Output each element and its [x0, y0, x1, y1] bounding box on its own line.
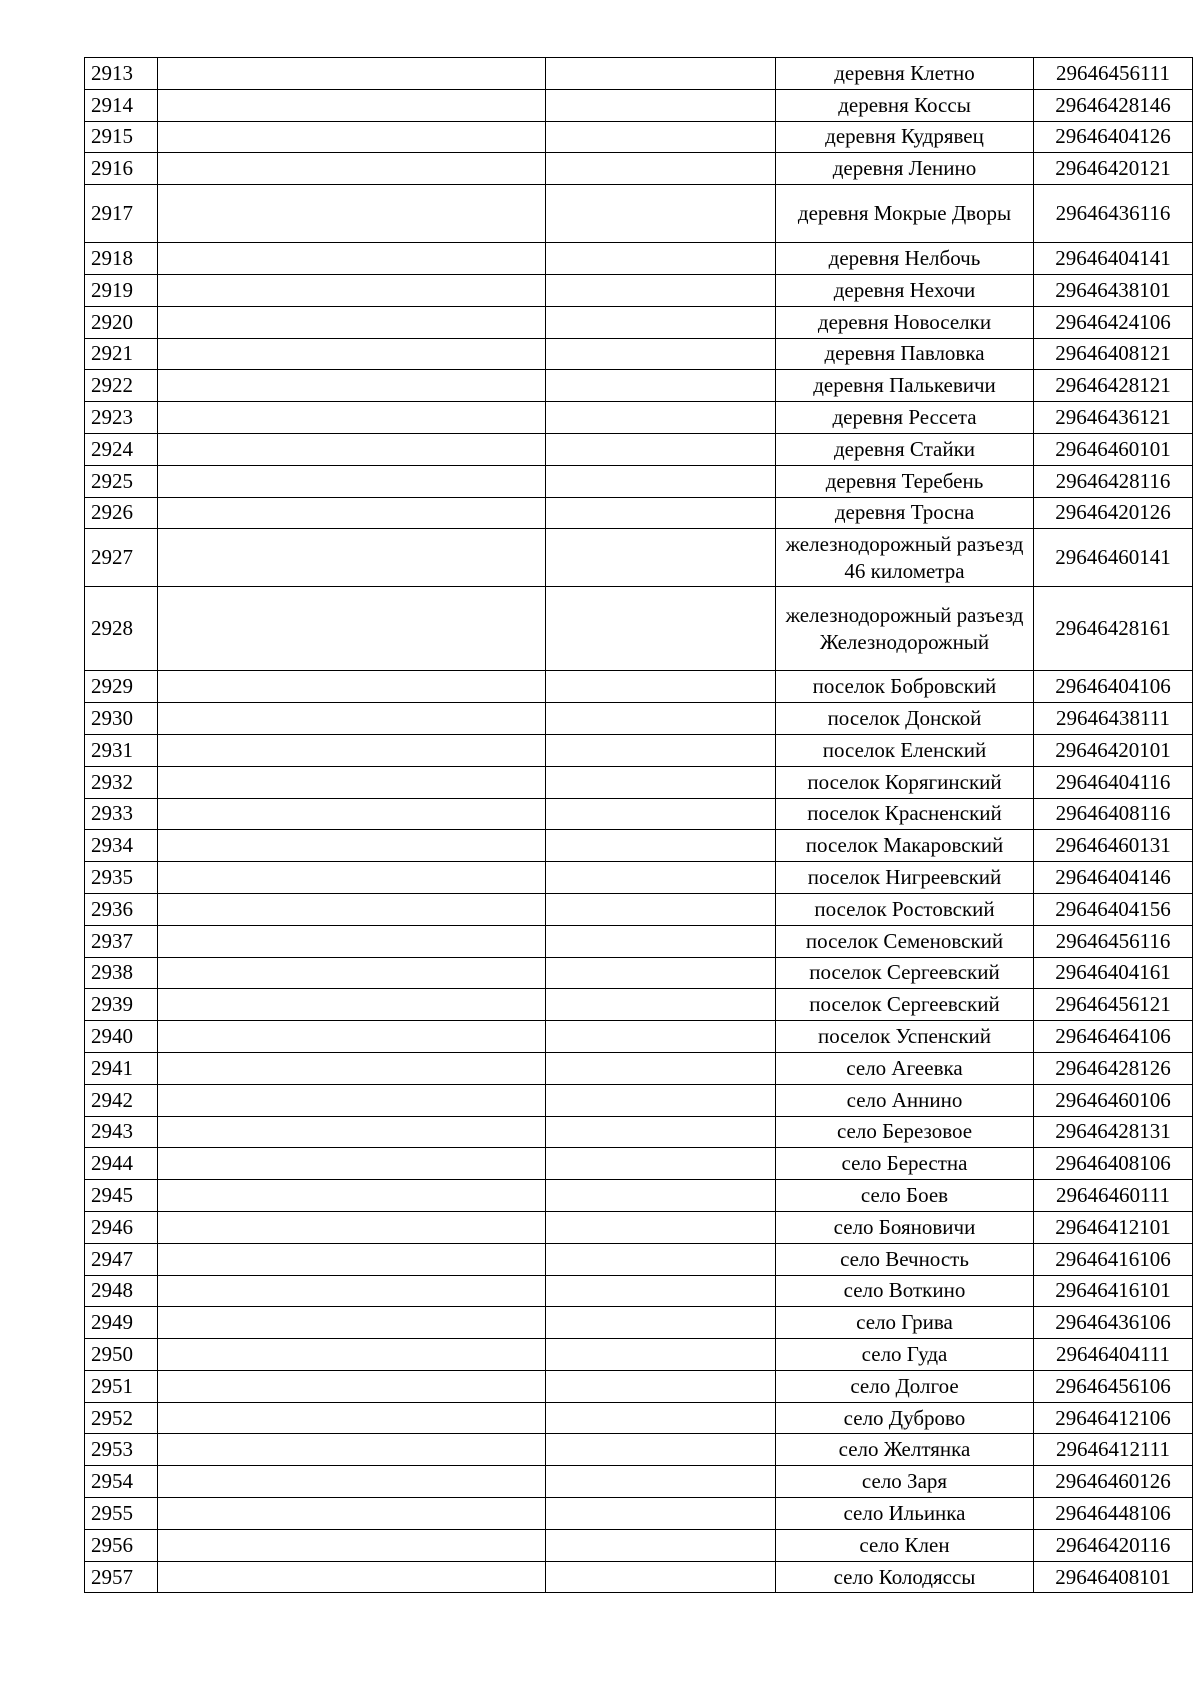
table-row	[85, 1307, 1193, 1339]
table-row	[85, 862, 1193, 894]
table-row	[85, 529, 1193, 587]
settlement-name-cell: железнодорожный разъезд Железнодорожный	[776, 587, 1034, 671]
settlement-name-cell: поселок Нигреевский	[776, 862, 1034, 894]
table-row	[85, 185, 1193, 243]
settlement-name-cell: село Заря	[776, 1466, 1034, 1498]
settlement-name-cell: деревня Ленино	[776, 153, 1034, 185]
settlement-name-cell: село Гуда	[776, 1339, 1034, 1371]
settlement-name-cell: село Ильинка	[776, 1498, 1034, 1530]
empty-cell	[546, 703, 776, 735]
empty-cell	[158, 1370, 546, 1402]
empty-cell	[158, 734, 546, 766]
empty-cell	[546, 1307, 776, 1339]
row-number-cell: 2957	[85, 1561, 158, 1593]
table-row	[85, 1021, 1193, 1053]
row-number-cell: 2938	[85, 957, 158, 989]
table-row	[85, 58, 1193, 90]
empty-cell	[546, 1275, 776, 1307]
row-number-cell: 2939	[85, 989, 158, 1021]
empty-cell	[158, 830, 546, 862]
empty-cell	[546, 734, 776, 766]
oktmo-code-cell: 29646428146	[1034, 89, 1193, 121]
empty-cell	[158, 1084, 546, 1116]
oktmo-code-cell: 29646460141	[1034, 529, 1193, 587]
empty-cell	[158, 433, 546, 465]
oktmo-code-cell: 29646448106	[1034, 1498, 1193, 1530]
oktmo-code-cell: 29646464106	[1034, 1021, 1193, 1053]
row-number-cell: 2931	[85, 734, 158, 766]
empty-cell	[546, 274, 776, 306]
empty-cell	[546, 893, 776, 925]
empty-cell	[546, 1211, 776, 1243]
empty-cell	[158, 862, 546, 894]
settlement-name-cell: деревня Клетно	[776, 58, 1034, 90]
settlement-name-cell: поселок Бобровский	[776, 671, 1034, 703]
oktmo-code-cell: 29646424106	[1034, 306, 1193, 338]
table-row	[85, 1180, 1193, 1212]
empty-cell	[546, 1498, 776, 1530]
empty-cell	[158, 798, 546, 830]
settlement-name-cell: село Грива	[776, 1307, 1034, 1339]
row-number-cell: 2947	[85, 1243, 158, 1275]
empty-cell	[158, 671, 546, 703]
empty-cell	[158, 1307, 546, 1339]
table-row	[85, 306, 1193, 338]
oktmo-code-cell: 29646428126	[1034, 1052, 1193, 1084]
table-row	[85, 1052, 1193, 1084]
empty-cell	[546, 1243, 776, 1275]
row-number-cell: 2936	[85, 893, 158, 925]
oktmo-code-cell: 29646408116	[1034, 798, 1193, 830]
table-row	[85, 1243, 1193, 1275]
oktmo-code-cell: 29646420126	[1034, 497, 1193, 529]
settlement-name-cell: поселок Донской	[776, 703, 1034, 735]
row-number-cell: 2942	[85, 1084, 158, 1116]
table-row	[85, 433, 1193, 465]
table-row	[85, 1434, 1193, 1466]
empty-cell	[546, 1021, 776, 1053]
settlement-name-cell: село Боев	[776, 1180, 1034, 1212]
empty-cell	[158, 1052, 546, 1084]
table-body	[85, 58, 1193, 1593]
settlement-name-cell: деревня Рессета	[776, 402, 1034, 434]
empty-cell	[546, 185, 776, 243]
settlement-name-cell: село Берестна	[776, 1148, 1034, 1180]
table-row	[85, 274, 1193, 306]
oktmo-code-cell: 29646428121	[1034, 370, 1193, 402]
settlement-name-cell: село Долгое	[776, 1370, 1034, 1402]
row-number-cell: 2932	[85, 766, 158, 798]
empty-cell	[158, 925, 546, 957]
row-number-cell: 2915	[85, 121, 158, 153]
empty-cell	[158, 338, 546, 370]
settlement-name-cell: село Бояновичи	[776, 1211, 1034, 1243]
table-row	[85, 1084, 1193, 1116]
oktmo-code-cell: 29646456116	[1034, 925, 1193, 957]
empty-cell	[158, 1434, 546, 1466]
settlement-name-cell: деревня Мокрые Дворы	[776, 185, 1034, 243]
oktmo-code-cell: 29646408106	[1034, 1148, 1193, 1180]
empty-cell	[546, 862, 776, 894]
row-number-cell: 2953	[85, 1434, 158, 1466]
settlement-name-cell: деревня Кудрявец	[776, 121, 1034, 153]
oktmo-code-cell: 29646460126	[1034, 1466, 1193, 1498]
empty-cell	[158, 1561, 546, 1593]
settlement-name-cell: село Клен	[776, 1529, 1034, 1561]
empty-cell	[546, 402, 776, 434]
oktmo-code-cell: 29646456121	[1034, 989, 1193, 1021]
row-number-cell: 2952	[85, 1402, 158, 1434]
table-row	[85, 766, 1193, 798]
row-number-cell: 2955	[85, 1498, 158, 1530]
empty-cell	[546, 58, 776, 90]
empty-cell	[158, 587, 546, 671]
oktmo-code-cell: 29646428161	[1034, 587, 1193, 671]
settlement-name-cell: деревня Новоселки	[776, 306, 1034, 338]
empty-cell	[546, 766, 776, 798]
table-row	[85, 957, 1193, 989]
table-row	[85, 1466, 1193, 1498]
table-row	[85, 893, 1193, 925]
empty-cell	[158, 1180, 546, 1212]
row-number-cell: 2922	[85, 370, 158, 402]
empty-cell	[158, 185, 546, 243]
oktmo-code-cell: 29646412101	[1034, 1211, 1193, 1243]
oktmo-code-cell: 29646416101	[1034, 1275, 1193, 1307]
settlement-name-cell: село Дуброво	[776, 1402, 1034, 1434]
empty-cell	[546, 465, 776, 497]
table-row	[85, 1529, 1193, 1561]
table-row	[85, 989, 1193, 1021]
row-number-cell: 2925	[85, 465, 158, 497]
empty-cell	[546, 957, 776, 989]
settlement-name-cell: село Воткино	[776, 1275, 1034, 1307]
empty-cell	[158, 153, 546, 185]
settlement-name-cell: деревня Павловка	[776, 338, 1034, 370]
settlement-name-cell: поселок Сергеевский	[776, 989, 1034, 1021]
settlement-name-cell: деревня Коссы	[776, 89, 1034, 121]
oktmo-code-cell: 29646436106	[1034, 1307, 1193, 1339]
empty-cell	[158, 121, 546, 153]
settlement-name-cell: село Желтянка	[776, 1434, 1034, 1466]
oktmo-code-cell: 29646408121	[1034, 338, 1193, 370]
empty-cell	[158, 89, 546, 121]
oktmo-code-cell: 29646460101	[1034, 433, 1193, 465]
oktmo-code-cell: 29646404111	[1034, 1339, 1193, 1371]
table-row	[85, 497, 1193, 529]
empty-cell	[546, 243, 776, 275]
empty-cell	[158, 1466, 546, 1498]
row-number-cell: 2927	[85, 529, 158, 587]
row-number-cell: 2926	[85, 497, 158, 529]
table-row	[85, 338, 1193, 370]
row-number-cell: 2935	[85, 862, 158, 894]
oktmo-code-cell: 29646428131	[1034, 1116, 1193, 1148]
row-number-cell: 2944	[85, 1148, 158, 1180]
settlement-name-cell: поселок Корягинский	[776, 766, 1034, 798]
empty-cell	[546, 529, 776, 587]
empty-cell	[546, 830, 776, 862]
oktmo-code-cell: 29646412111	[1034, 1434, 1193, 1466]
row-number-cell: 2918	[85, 243, 158, 275]
row-number-cell: 2919	[85, 274, 158, 306]
table-row	[85, 89, 1193, 121]
empty-cell	[546, 153, 776, 185]
empty-cell	[546, 1561, 776, 1593]
settlement-name-cell: поселок Семеновский	[776, 925, 1034, 957]
oktmo-code-cell: 29646420116	[1034, 1529, 1193, 1561]
settlement-name-cell: поселок Ростовский	[776, 893, 1034, 925]
oktmo-code-cell: 29646404116	[1034, 766, 1193, 798]
settlement-name-cell: деревня Теребень	[776, 465, 1034, 497]
row-number-cell: 2943	[85, 1116, 158, 1148]
row-number-cell: 2950	[85, 1339, 158, 1371]
empty-cell	[158, 893, 546, 925]
empty-cell	[546, 89, 776, 121]
empty-cell	[158, 497, 546, 529]
row-number-cell: 2923	[85, 402, 158, 434]
table-row	[85, 1275, 1193, 1307]
table-row	[85, 1116, 1193, 1148]
table-row	[85, 1402, 1193, 1434]
empty-cell	[546, 121, 776, 153]
table-row	[85, 1561, 1193, 1593]
oktmo-code-cell: 29646404161	[1034, 957, 1193, 989]
table-row	[85, 734, 1193, 766]
empty-cell	[158, 1275, 546, 1307]
empty-cell	[546, 338, 776, 370]
row-number-cell: 2920	[85, 306, 158, 338]
table-row	[85, 830, 1193, 862]
empty-cell	[158, 465, 546, 497]
empty-cell	[158, 1116, 546, 1148]
table-row	[85, 243, 1193, 275]
empty-cell	[158, 1211, 546, 1243]
oktmo-code-cell: 29646428116	[1034, 465, 1193, 497]
empty-cell	[546, 1370, 776, 1402]
table-row	[85, 370, 1193, 402]
settlement-name-cell: село Колодяссы	[776, 1561, 1034, 1593]
row-number-cell: 2913	[85, 58, 158, 90]
empty-cell	[158, 529, 546, 587]
row-number-cell: 2929	[85, 671, 158, 703]
oktmo-code-cell: 29646408101	[1034, 1561, 1193, 1593]
table-row	[85, 1211, 1193, 1243]
empty-cell	[546, 925, 776, 957]
settlement-name-cell: деревня Стайки	[776, 433, 1034, 465]
empty-cell	[158, 1402, 546, 1434]
empty-cell	[158, 370, 546, 402]
settlement-name-cell: поселок Успенский	[776, 1021, 1034, 1053]
row-number-cell: 2948	[85, 1275, 158, 1307]
empty-cell	[158, 306, 546, 338]
row-number-cell: 2930	[85, 703, 158, 735]
row-number-cell: 2940	[85, 1021, 158, 1053]
empty-cell	[158, 274, 546, 306]
empty-cell	[546, 798, 776, 830]
table-row	[85, 1148, 1193, 1180]
empty-cell	[546, 587, 776, 671]
oktmo-code-cell: 29646404106	[1034, 671, 1193, 703]
settlement-name-cell: село Вечность	[776, 1243, 1034, 1275]
row-number-cell: 2945	[85, 1180, 158, 1212]
empty-cell	[158, 1498, 546, 1530]
empty-cell	[546, 1148, 776, 1180]
settlement-name-cell: деревня Палькевичи	[776, 370, 1034, 402]
table-row	[85, 587, 1193, 671]
empty-cell	[546, 497, 776, 529]
row-number-cell: 2914	[85, 89, 158, 121]
row-number-cell: 2928	[85, 587, 158, 671]
table-row	[85, 798, 1193, 830]
row-number-cell: 2946	[85, 1211, 158, 1243]
table-row	[85, 1498, 1193, 1530]
row-number-cell: 2917	[85, 185, 158, 243]
empty-cell	[158, 243, 546, 275]
empty-cell	[158, 766, 546, 798]
oktmo-code-cell: 29646438111	[1034, 703, 1193, 735]
empty-cell	[158, 402, 546, 434]
row-number-cell: 2934	[85, 830, 158, 862]
empty-cell	[158, 1339, 546, 1371]
empty-cell	[546, 671, 776, 703]
settlement-name-cell: село Агеевка	[776, 1052, 1034, 1084]
table-row	[85, 465, 1193, 497]
oktmo-code-cell: 29646460111	[1034, 1180, 1193, 1212]
empty-cell	[546, 1466, 776, 1498]
row-number-cell: 2924	[85, 433, 158, 465]
oktmo-code-cell: 29646404146	[1034, 862, 1193, 894]
empty-cell	[546, 370, 776, 402]
settlement-name-cell: деревня Нелбочь	[776, 243, 1034, 275]
empty-cell	[546, 1052, 776, 1084]
oktmo-code-cell: 29646436116	[1034, 185, 1193, 243]
table-row	[85, 153, 1193, 185]
empty-cell	[158, 1148, 546, 1180]
row-number-cell: 2954	[85, 1466, 158, 1498]
empty-cell	[158, 703, 546, 735]
empty-cell	[546, 989, 776, 1021]
row-number-cell: 2941	[85, 1052, 158, 1084]
oktmo-code-cell: 29646460131	[1034, 830, 1193, 862]
oktmo-code-cell: 29646456111	[1034, 58, 1193, 90]
table-row	[85, 402, 1193, 434]
empty-cell	[158, 957, 546, 989]
table-row	[85, 1370, 1193, 1402]
settlement-name-cell: поселок Макаровский	[776, 830, 1034, 862]
row-number-cell: 2933	[85, 798, 158, 830]
empty-cell	[546, 1434, 776, 1466]
table-row	[85, 1339, 1193, 1371]
row-number-cell: 2916	[85, 153, 158, 185]
empty-cell	[546, 1402, 776, 1434]
settlement-name-cell: поселок Красненский	[776, 798, 1034, 830]
oktmo-code-cell: 29646404156	[1034, 893, 1193, 925]
empty-cell	[158, 1243, 546, 1275]
empty-cell	[546, 433, 776, 465]
empty-cell	[158, 1021, 546, 1053]
row-number-cell: 2937	[85, 925, 158, 957]
oktmo-code-cell: 29646404126	[1034, 121, 1193, 153]
settlement-name-cell: деревня Нехочи	[776, 274, 1034, 306]
empty-cell	[546, 1529, 776, 1561]
oktmo-code-cell: 29646404141	[1034, 243, 1193, 275]
table-row	[85, 671, 1193, 703]
table-row	[85, 121, 1193, 153]
row-number-cell: 2949	[85, 1307, 158, 1339]
settlement-name-cell: село Березовое	[776, 1116, 1034, 1148]
empty-cell	[546, 306, 776, 338]
oktmo-code-cell: 29646438101	[1034, 274, 1193, 306]
settlement-name-cell: деревня Тросна	[776, 497, 1034, 529]
settlement-name-cell: поселок Сергеевский	[776, 957, 1034, 989]
table-row	[85, 703, 1193, 735]
empty-cell	[158, 1529, 546, 1561]
table-row	[85, 925, 1193, 957]
settlements-table	[84, 57, 1193, 1593]
oktmo-code-cell: 29646420121	[1034, 153, 1193, 185]
oktmo-code-cell: 29646416106	[1034, 1243, 1193, 1275]
row-number-cell: 2956	[85, 1529, 158, 1561]
settlement-name-cell: село Аннино	[776, 1084, 1034, 1116]
empty-cell	[546, 1339, 776, 1371]
oktmo-code-cell: 29646420101	[1034, 734, 1193, 766]
settlement-name-cell: поселок Еленский	[776, 734, 1034, 766]
empty-cell	[546, 1084, 776, 1116]
settlement-name-cell: железнодорожный разъезд 46 километра	[776, 529, 1034, 587]
empty-cell	[158, 58, 546, 90]
row-number-cell: 2921	[85, 338, 158, 370]
empty-cell	[158, 989, 546, 1021]
oktmo-code-cell: 29646436121	[1034, 402, 1193, 434]
oktmo-code-cell: 29646456106	[1034, 1370, 1193, 1402]
row-number-cell: 2951	[85, 1370, 158, 1402]
empty-cell	[546, 1116, 776, 1148]
empty-cell	[546, 1180, 776, 1212]
oktmo-code-cell: 29646412106	[1034, 1402, 1193, 1434]
oktmo-code-cell: 29646460106	[1034, 1084, 1193, 1116]
